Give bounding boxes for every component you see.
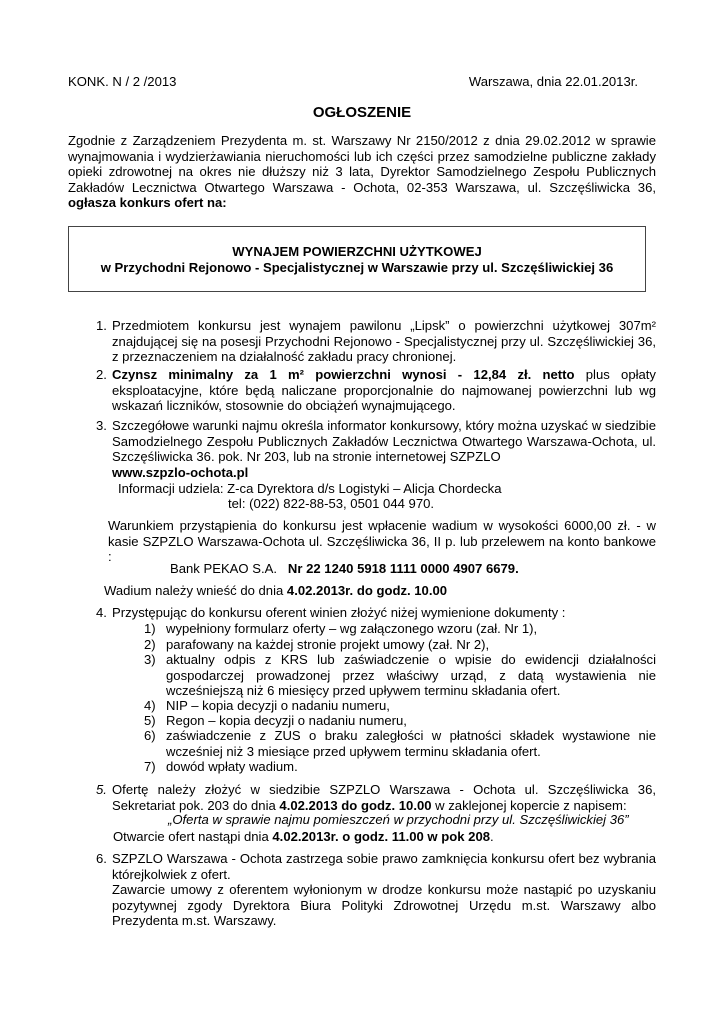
doc-number: 5): [144, 713, 156, 728]
doc-number: 6): [144, 728, 156, 743]
doc-text: aktualny odpis z KRS lub zaświadczenie o wpisie do ewidencji działalności gospodarczej prowadzonej przez właściwy urząd, z datą wystawienia nie wcześniejszą niż 6 miesięcy przed upływem terminu składania ofert.: [166, 652, 656, 699]
submission-text: Ofertę należy złożyć w siedzibie SZPZLO Warszawa - Ochota ul. Szczęśliwicka 36, Sekretariat pok. 203 do dnia: [112, 782, 656, 813]
wadium-paragraph: [108, 518, 656, 565]
wadium-deadline: [104, 583, 447, 599]
opening-end: .: [490, 829, 494, 844]
item-text: [96, 851, 656, 929]
place-date: Warszawa, dnia 22.01.2013r.: [468, 74, 638, 89]
opening-label: Otwarcie ofert nastąpi dnia: [113, 829, 269, 844]
submission-text-2: w zaklejonej kopercie z napisem:: [431, 797, 627, 813]
website-link[interactable]: www.szpzlo-ochota.pl: [112, 464, 249, 480]
list-item: [96, 605, 656, 621]
list-item: [96, 851, 656, 929]
opening-line: [113, 829, 494, 845]
contact-phone: tel: (022) 822-88-53, 0501 044 970.: [228, 496, 435, 511]
agreement-text: Zawarcie umowy z oferentem wyłonionym w drodze konkursu może nastąpić po uzyskaniu pozytywnej zgody Dyrektora Biura Polityki Zdrowotnej Urzędu m.st. Warszawy albo Prezydenta m.st. Warszawy.: [112, 882, 656, 929]
subject-line-2: w Przychodni Rejonowo - Specjalistycznej w Warszawie przy ul. Szczęśliwickiej 36: [100, 260, 614, 275]
doc-text: zaświadczenie z ZUS o braku zaległości w płatności składek wystawione nie wcześniej niż 3 miesiące przed upływem terminu składania ofert.: [166, 728, 656, 759]
doc-number: 2): [144, 637, 156, 652]
item-number: 5.: [96, 782, 107, 797]
intro-text: Zgodnie z Zarządzeniem Prezydenta m. st. Warszawy Nr 2150/2012 z dnia 29.02.2012 w sprawie wynajmowania i wydzierżawiania nieruchomości lub ich części przez samodzielne publiczne zakłady opieki zdrowotnej na okres nie dłuższy niż 3 lata, Dyrektor Samodzielnego Zespołu Publicznych Zakładów Lecznictwa Otwartego Warszawa - Ochota, 02-353 Warszawa, ul. Szczęśliwicka 36,: [68, 133, 656, 195]
doc-text: Regon – kopia decyzji o nadaniu numeru,: [166, 713, 407, 728]
doc-text: dowód wpłaty wadium.: [166, 759, 298, 774]
intro-bold: ogłasza konkurs ofert na:: [68, 195, 227, 211]
item-text: [96, 418, 656, 480]
conditions-text: Szczegółowe warunki najmu określa informator konkursowy, który można uzyskać w siedzibie Samodzielnego Zespołu Publicznych Zakładów Lecznictwa Otwartego Warszawa-Ochota, ul. Szczęśliwicka 36. pok. Nr 203, lub na stronie internetowej SZPZLO: [112, 418, 656, 465]
item-number: 2.: [96, 367, 107, 382]
item-number: 4.: [96, 605, 107, 620]
item-text: [96, 782, 656, 813]
doc-item: [144, 621, 656, 637]
item-number: 6.: [96, 851, 107, 866]
doc-number: 7): [144, 759, 156, 774]
reservation-text: SZPZLO Warszawa - Ochota zastrzega sobie prawo zamknięcia konkursu ofert bez wybrania którejkolwiek z ofert.: [112, 851, 656, 882]
list-item: [96, 367, 656, 414]
item-number: 3.: [96, 418, 107, 433]
doc-item: [144, 728, 656, 759]
doc-item: [144, 713, 656, 729]
doc-number: 4): [144, 698, 156, 713]
bank-account: Nr 22 1240 5918 1111 0000 4907 6679.: [287, 561, 519, 576]
doc-number: 1): [144, 621, 156, 636]
bank-label: Bank PEKAO S.A.: [170, 561, 277, 576]
item-text: Przystępując do konkursu oferent winien złożyć niżej wymienione dokumenty :: [112, 605, 566, 620]
submission-date: 4.02.2013 do godz. 10.00: [275, 797, 432, 813]
doc-item: [144, 698, 656, 714]
page-title: OGŁOSZENIE: [312, 104, 412, 121]
reference-number: KONK. N / 2 /2013: [68, 74, 177, 89]
contact-info: Informacji udziela: Z-ca Dyrektora d/s Logistyki – Alicja Chordecka: [118, 481, 502, 496]
wadium-text: Warunkiem przystąpienia do konkursu jest wpłacenie wadium w wysokości 6000,00 zł. - w kasie SZPZLO Warszawa-Ochota ul. Szczęśliwicka 36, II p. lub przelewem na konto bankowe :: [108, 518, 656, 565]
doc-item: [144, 637, 656, 653]
item-text: Przedmiotem konkursu jest wynajem pawilonu „Lipsk” o powierzchni użytkowej 307m² znajdującej się na posesji Przychodni Rejonowo - Specjalistycznej przy ul. Szczęśliwickiej 36, z przeznaczeniem na działalność zakładu pracy chronionej.: [112, 318, 656, 365]
doc-text: NIP – kopia decyzji o nadaniu numeru,: [166, 698, 390, 713]
deadline-date: 4.02.2013r. do godz. 10.00: [286, 583, 448, 598]
item-text: [96, 367, 656, 414]
item-number: 1.: [96, 318, 107, 333]
subject-box: [68, 226, 646, 292]
doc-number: 3): [144, 652, 156, 667]
list-item: [96, 318, 656, 365]
doc-item: [144, 652, 656, 699]
subject-line-1: WYNAJEM POWIERZCHNI UŻYTKOWEJ: [232, 244, 482, 259]
doc-item: [144, 759, 656, 775]
bank-line: [170, 561, 519, 577]
list-item: [96, 418, 656, 480]
rent-bold: Czynsz minimalny za 1 m² powierzchni wynosi - 12,84 zł. netto: [112, 367, 575, 382]
envelope-inscription: „Oferta w sprawie najmu pomieszczeń w przychodni przy ul. Szczęśliwickiej 36”: [168, 812, 629, 827]
list-item: [96, 782, 656, 813]
intro-paragraph: [68, 133, 656, 211]
header: [68, 74, 638, 90]
doc-text: wypełniony formularz oferty – wg załączonego wzoru (zał. Nr 1),: [166, 621, 538, 636]
opening-date: 4.02.2013r. o godz. 11.00 w pok 208: [268, 829, 491, 844]
doc-text: parafowany na każdej stronie projekt umowy (zał. Nr 2),: [166, 637, 490, 652]
rent-text: plus opłaty eksploatacyjne, które będą naliczane proporcjonalnie do najmowanej powierzchni lub wg wskazań liczników, stosownie do obciążeń wynajmującego.: [112, 367, 656, 414]
deadline-label: Wadium należy wnieść do dnia: [104, 583, 284, 598]
